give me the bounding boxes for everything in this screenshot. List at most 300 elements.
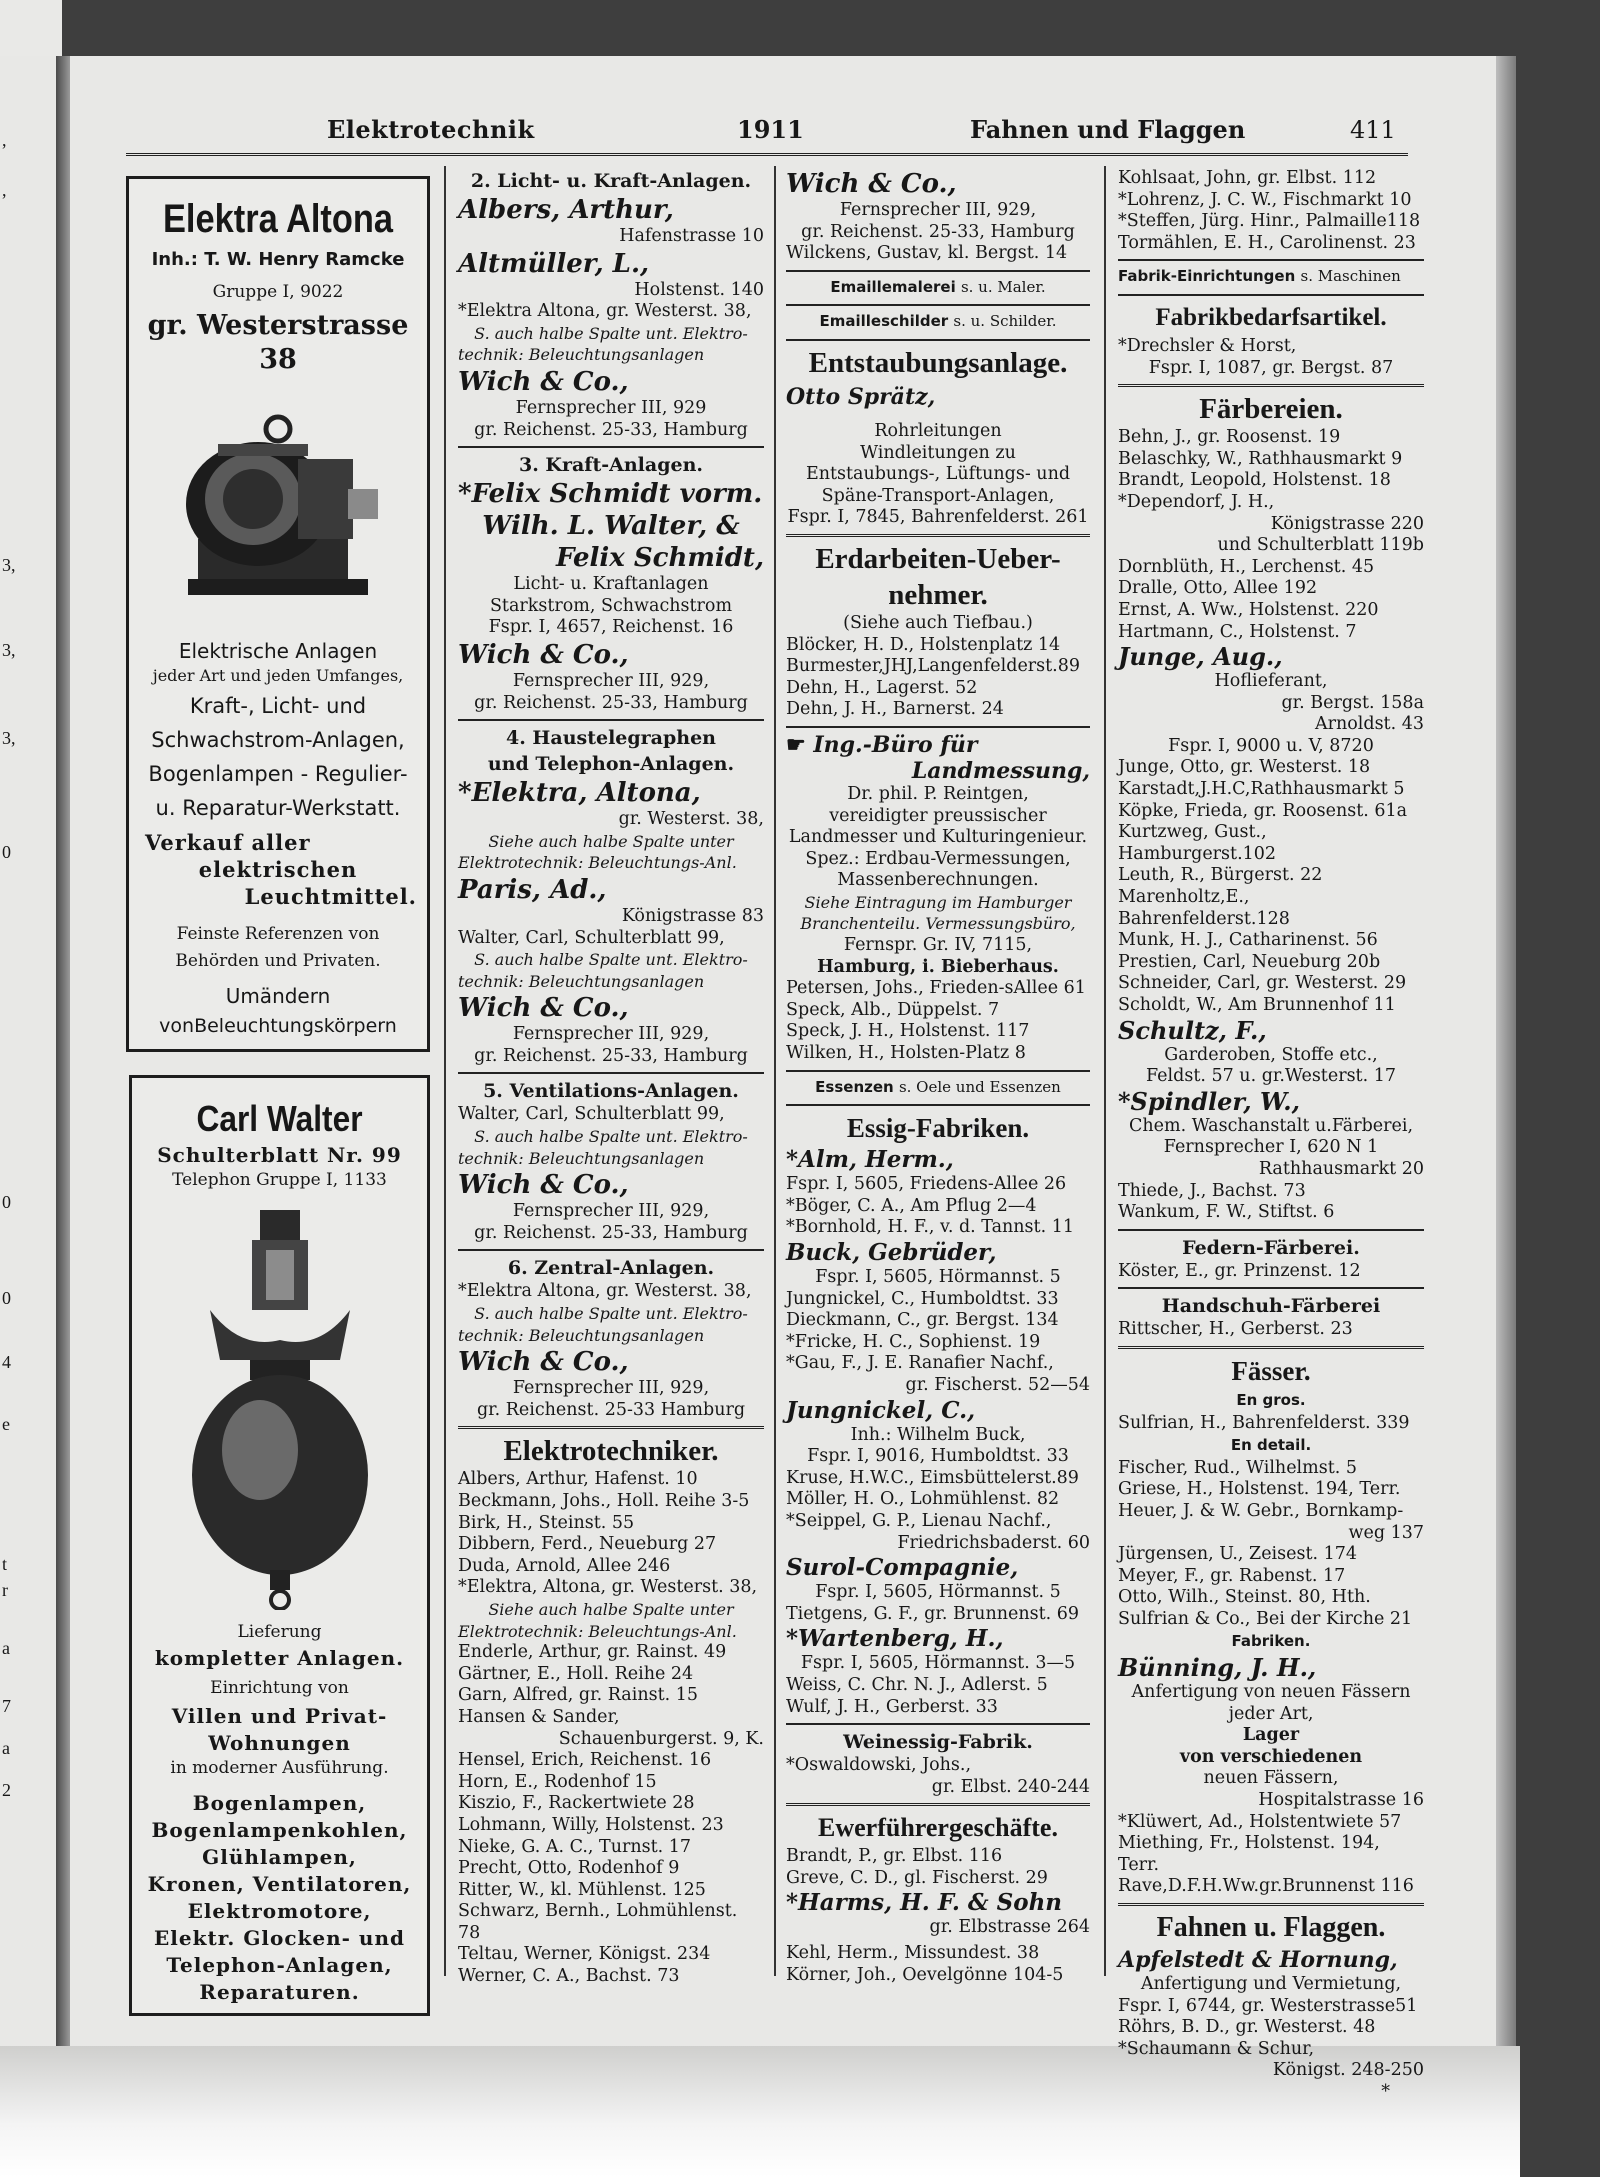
subheading: Fabriken. bbox=[1231, 1632, 1311, 1651]
entry-address: gr. Bergst. 158a bbox=[1281, 692, 1424, 713]
divider bbox=[1118, 294, 1424, 296]
cross-reference-term: Emaillemalerei bbox=[830, 277, 956, 296]
entry-line: Fspr. I, 5605, Friedens-Allee 26 bbox=[786, 1174, 1067, 1195]
entry-name: Wich & Co., bbox=[458, 1347, 629, 1378]
list-item: Speck, J. H., Holstenst. 117 bbox=[786, 1021, 1030, 1042]
list-item: Dieckmann, C., gr. Bergst. 134 bbox=[786, 1310, 1059, 1331]
divider bbox=[458, 719, 764, 721]
cross-reference bbox=[1118, 265, 1424, 289]
cross-reference-target: s. Maschinen bbox=[1300, 267, 1401, 286]
entry-address: gr. Fischerst. 52—54 bbox=[905, 1374, 1090, 1395]
cross-reference-target: s. u. Maler. bbox=[960, 277, 1046, 296]
list-item: Körner, Joh., Oevelgönne 104-5 bbox=[786, 1964, 1064, 1985]
list-item: Ritter, W., kl. Mühlenst. 125 bbox=[458, 1879, 706, 1900]
asterisk-mark: * bbox=[1381, 2081, 1390, 2102]
book-gutter bbox=[56, 56, 70, 2046]
list-item: Petersen, Johs., Frieden-sAllee 61 bbox=[786, 978, 1086, 999]
ad-line: Bogenlampenkohlen, bbox=[151, 1818, 408, 1842]
entry-name: Wich & Co., bbox=[458, 1170, 629, 1201]
list-item: Köster, E., gr. Prinzenst. 12 bbox=[1118, 1260, 1361, 1281]
entry-address: Holstenst. 140 bbox=[634, 279, 764, 300]
list-item: Dehn, J. H., Barnerst. 24 bbox=[786, 699, 1004, 720]
list-item: Otto, Wilh., Steinst. 80, Hth. bbox=[1118, 1587, 1371, 1608]
entry-line: Dr. phil. P. Reintgen, bbox=[847, 783, 1029, 804]
divider bbox=[786, 1723, 1090, 1725]
entry-note: Siehe auch halbe Spalte unter bbox=[488, 831, 734, 851]
ad-line: Bogenlampen, bbox=[192, 1791, 367, 1815]
divider bbox=[786, 304, 1090, 306]
category-heading: Entstaubungsanlage. bbox=[808, 346, 1068, 379]
category-heading: Handschuh-Färberei bbox=[1161, 1295, 1381, 1318]
entry-name: *Spindler, W., bbox=[1118, 1086, 1300, 1116]
list-item: Albers, Arthur, Hafenst. 10 bbox=[458, 1469, 698, 1490]
ad-line: vonBeleuchtungskörpern bbox=[159, 1015, 397, 1037]
margin-mark: 2 bbox=[2, 1780, 11, 1800]
column-1 bbox=[458, 168, 764, 1988]
entry-line: Entstaubungs-, Lüftungs- und bbox=[805, 464, 1071, 485]
ad-address: gr. Westerstrasse 38 bbox=[147, 310, 409, 375]
entry-line: Garderoben, Stoffe etc., bbox=[1164, 1044, 1378, 1065]
entry-address: Arnoldst. 43 bbox=[1314, 714, 1424, 735]
margin-mark: e bbox=[2, 1414, 10, 1434]
list-item: Hartmann, C., Holstenst. 7 bbox=[1118, 621, 1357, 642]
entry-address: Königstrasse 220 bbox=[1270, 513, 1424, 534]
divider bbox=[786, 726, 1090, 728]
ad-line: Verkauf aller bbox=[145, 830, 311, 855]
list-item: Kurtzweg, Gust., Hamburgerst.102 bbox=[1118, 822, 1277, 864]
ad-company-name: Elektra Altona bbox=[162, 197, 394, 241]
page-edge bbox=[1496, 56, 1516, 2046]
entry-name: *Alm, Herm., bbox=[786, 1146, 954, 1174]
divider bbox=[1118, 1903, 1424, 1906]
page-number: 411 bbox=[1350, 116, 1396, 144]
margin-mark: r bbox=[2, 1580, 8, 1600]
list-item: *Steffen, Jürg. Hinr., Palmaille118 bbox=[1118, 211, 1421, 232]
entry-name: *Wartenberg, H., bbox=[786, 1625, 1004, 1653]
list-item: *Fricke, H. C., Sophienst. 19 bbox=[786, 1331, 1041, 1352]
list-item: Belaschky, W., Rathhausmarkt 9 bbox=[1118, 448, 1403, 469]
entry-line: Licht- u. Kraftanlagen bbox=[513, 574, 709, 595]
ad-line: Feinste Referenzen von bbox=[176, 924, 380, 944]
list-item: Brandt, P., gr. Elbst. 116 bbox=[786, 1846, 1003, 1867]
entry-line: Landmesser und Kulturingenieur. bbox=[788, 827, 1088, 848]
margin-mark: 7 bbox=[2, 1696, 11, 1716]
section-heading: 6. Zentral-Anlagen. bbox=[507, 1257, 715, 1280]
list-item: *Dependorf, J. H., bbox=[1118, 491, 1275, 512]
list-item: Griese, H., Holstenst. 194, Terr. bbox=[1118, 1479, 1401, 1500]
entry-line: Fspr. I, 5605, Hörmannst. 5 bbox=[815, 1582, 1061, 1603]
entry-line: jeder Art, bbox=[1228, 1703, 1314, 1724]
entry-name: Apfelstedt & Hornung, bbox=[1118, 1947, 1398, 1973]
list-item: Gärtner, E., Holl. Reihe 24 bbox=[458, 1663, 694, 1684]
ad-line: Kraft-, Licht- und bbox=[189, 694, 367, 718]
entry-name: Paris, Ad., bbox=[458, 874, 607, 905]
margin-mark: 3, bbox=[2, 555, 16, 575]
section-heading: 3. Kraft-Anlagen. bbox=[518, 454, 703, 477]
entry-phone: Fernsprecher III, 929, bbox=[512, 1378, 710, 1399]
entry-phone: Fernsprecher III, 929, bbox=[512, 670, 710, 691]
entry-address: Friedrichsbaderst. 60 bbox=[897, 1532, 1090, 1553]
entry-address: gr. Westerst. 38, bbox=[618, 809, 764, 830]
category-heading: Erdarbeiten-Ueber- bbox=[815, 542, 1061, 575]
list-item: Jungnickel, C., Humboldtst. 33 bbox=[786, 1288, 1059, 1309]
entry-note: technik: Beleuchtungsanlagen bbox=[458, 1148, 705, 1168]
entry-note: Elektrotechnik: Beleuchtungs-Anl. bbox=[458, 853, 737, 873]
list-item: Munk, H. J., Catharinenst. 56 bbox=[1118, 930, 1378, 951]
list-item: Kruse, H.W.C., Eimsbüttelerst.89 bbox=[786, 1467, 1079, 1488]
entry-phone: Fernsprecher III, 929 bbox=[515, 397, 707, 418]
entry-address: Rathhausmarkt 20 bbox=[1258, 1158, 1424, 1179]
cross-reference bbox=[786, 276, 1090, 300]
entry: Walter, Carl, Schulterblatt 99, bbox=[458, 1104, 725, 1125]
entry-phone: Fernsprecher III, 929, bbox=[839, 200, 1037, 220]
list-item: Wankum, F. W., Stiftst. 6 bbox=[1118, 1202, 1335, 1223]
margin-mark: 3, bbox=[2, 640, 16, 660]
list-item: Marenholtz,E., Bahrenfelderst.128 bbox=[1118, 887, 1290, 929]
ad-line: jeder Art und jeden Umfanges, bbox=[152, 666, 404, 685]
list-item: Kohlsaat, John, gr. Elbst. 112 bbox=[1118, 168, 1377, 188]
list-item: Behn, J., gr. Roosenst. 19 bbox=[1118, 427, 1341, 448]
margin-mark: , bbox=[2, 130, 7, 150]
ad-line: u. Reparatur-Werkstatt. bbox=[155, 796, 401, 820]
entry-address: und Schulterblatt 119b bbox=[1217, 535, 1424, 556]
entry-note: technik: Beleuchtungsanlagen bbox=[458, 971, 705, 991]
entry-line: von verschiedenen bbox=[1179, 1746, 1363, 1767]
entry-name: Buck, Gebrüder, bbox=[786, 1239, 997, 1266]
divider bbox=[458, 1426, 764, 1429]
entry-address: gr. Elbst. 240-244 bbox=[931, 1776, 1090, 1797]
entry-name: Surol-Compagnie, bbox=[786, 1554, 1019, 1582]
list-item: Fischer, Rud., Wilhelmst. 5 bbox=[1118, 1457, 1358, 1478]
entry-line: Fspr. I, 5605, Hörmannst. 5 bbox=[815, 1267, 1061, 1287]
margin-mark: t bbox=[2, 1554, 8, 1574]
list-item: Tormählen, E. H., Carolinenst. 23 bbox=[1118, 232, 1416, 253]
entry-line: Lager bbox=[1242, 1725, 1300, 1746]
entry-line: Fspr. I, 4657, Reichenst. 16 bbox=[488, 617, 734, 638]
margin-mark: a bbox=[2, 1738, 10, 1758]
entry-address: Hamburg, i. Bieberhaus. bbox=[817, 956, 1059, 977]
ad-line: Lieferung bbox=[237, 1622, 322, 1642]
entry-name bbox=[786, 732, 1090, 758]
ad-elektra-altona bbox=[126, 176, 430, 1052]
entry-address: gr. Reichenst. 25-33, Hamburg bbox=[474, 1222, 748, 1243]
entry-line: Fspr. I, 1087, gr. Bergst. 87 bbox=[1148, 357, 1394, 378]
ad-line: Villen und Privat- bbox=[171, 1704, 388, 1728]
list-item: Dehn, H., Lagerst. 52 bbox=[786, 677, 978, 698]
entry-name: Wich & Co., bbox=[786, 169, 957, 199]
margin-mark: 0 bbox=[2, 1288, 11, 1308]
entry-note: (Siehe auch Tiefbau.) bbox=[843, 612, 1033, 633]
ad-line: Einrichtung von bbox=[210, 1678, 349, 1698]
divider bbox=[786, 534, 1090, 537]
list-item: *Böger, C. A., Am Pflug 2—4 bbox=[786, 1195, 1037, 1216]
ad-line: elektrischen bbox=[198, 857, 358, 882]
ad-line: kompletter Anlagen. bbox=[154, 1646, 405, 1670]
entry-note: S. auch halbe Spalte unt. Elektro- bbox=[474, 323, 748, 343]
divider bbox=[786, 1070, 1090, 1072]
entry-line: Anfertigung und Vermietung, bbox=[1140, 1974, 1402, 1994]
list-item: Burmester,JHJ,Langenfelderst.89 bbox=[786, 656, 1081, 677]
section-heading: und Telephon-Anlagen. bbox=[487, 753, 735, 776]
category-heading: Färbereien. bbox=[1199, 393, 1343, 426]
entry-line: Rohrleitungen bbox=[874, 420, 1002, 441]
entry-phone: Fernsprecher I, 620 N 1 bbox=[1163, 1137, 1379, 1158]
list-item: Lohmann, Willy, Holstenst. 23 bbox=[458, 1814, 724, 1835]
list-item: Nieke, G. A. C., Turnst. 17 bbox=[458, 1836, 692, 1857]
cross-reference-term: Emailleschilder bbox=[819, 312, 949, 331]
cross-reference bbox=[786, 1076, 1090, 1100]
list-item: Meyer, F., gr. Rabenst. 17 bbox=[1118, 1565, 1346, 1586]
category-heading: Ewerführergeschäfte. bbox=[818, 1813, 1058, 1843]
list-item: Karstadt,J.H.C,Rathhausmarkt 5 bbox=[1118, 779, 1405, 800]
list-item: Garn, Alfred, gr. Rainst. 15 bbox=[458, 1685, 698, 1706]
category-heading: Fässer. bbox=[1231, 1355, 1311, 1386]
ad-line: Umändern bbox=[225, 984, 331, 1008]
entry: *Oswaldowski, Johs., bbox=[786, 1755, 972, 1776]
list-item: Rave,D.F.H.Ww.gr.Brunnenst 116 bbox=[1118, 1876, 1414, 1897]
ad-line: Kronen, Ventilatoren, bbox=[147, 1872, 412, 1896]
entry-name: Wilh. L. Walter, & bbox=[482, 511, 740, 542]
category-heading: Fahnen u. Flaggen. bbox=[1156, 1912, 1386, 1943]
list-item: *Lohrenz, J. C. W., Fischmarkt 10 bbox=[1118, 189, 1412, 210]
list-item: Horn, E., Rodenhof 15 bbox=[458, 1771, 657, 1792]
list-item: Prestien, Carl, Neueburg 20b bbox=[1118, 951, 1381, 972]
ad-line: Behörden und Privaten. bbox=[175, 951, 381, 971]
list-item: Werner, C. A., Bachst. 73 bbox=[458, 1966, 680, 1987]
column-rule bbox=[444, 166, 446, 1976]
list-item: *Bornhold, H. F., v. d. Tannst. 11 bbox=[786, 1217, 1074, 1238]
entry-note: technik: Beleuchtungsanlagen bbox=[458, 345, 705, 365]
ad-line: in moderner Ausführung. bbox=[170, 1758, 389, 1778]
entry-phone: Fernsprecher III, 929, bbox=[512, 1201, 710, 1222]
list-item: Dralle, Otto, Allee 192 bbox=[1118, 578, 1318, 599]
list-item: Precht, Otto, Rodenhof 9 bbox=[458, 1858, 680, 1879]
entry-name: Wich & Co., bbox=[458, 993, 629, 1024]
ad-line: Elektr. Glocken- und bbox=[154, 1926, 405, 1950]
electric-motor-illustration bbox=[158, 389, 398, 619]
list-item: Enderle, Arthur, gr. Rainst. 49 bbox=[458, 1642, 727, 1663]
divider bbox=[1118, 1346, 1424, 1349]
ad-company-name: Carl Walter bbox=[196, 1098, 363, 1139]
entry-line: Fspr. I, 9016, Humboldtst. 33 bbox=[807, 1446, 1069, 1467]
entry-line: Inh.: Wilhelm Buck, bbox=[850, 1424, 1026, 1445]
list-item: *Gau, F., J. E. Ranafier Nachf., bbox=[786, 1353, 1054, 1374]
entry-line: Windleitungen zu bbox=[860, 442, 1016, 463]
entry-name: Junge, Aug., bbox=[1118, 642, 1283, 672]
entry-note: S. auch halbe Spalte unt. Elektro- bbox=[474, 950, 748, 970]
entry-line: neuen Fässern, bbox=[1203, 1768, 1339, 1789]
section-heading: 2. Licht- u. Kraft-Anlagen. bbox=[470, 170, 752, 192]
margin-mark: 3, bbox=[2, 728, 16, 748]
pointing-hand-icon: ☛ bbox=[786, 731, 814, 758]
divider bbox=[786, 339, 1090, 341]
list-item: Wilckens, Gustav, kl. Bergst. 14 bbox=[786, 243, 1068, 264]
ad-carl-walter bbox=[129, 1075, 430, 2016]
section-heading: 5. Ventilations-Anlagen. bbox=[483, 1080, 739, 1103]
ad-line: Elektromotore, bbox=[187, 1899, 372, 1923]
list-item: Rittscher, H., Gerberst. 23 bbox=[1118, 1319, 1353, 1340]
entry-name: Wich & Co., bbox=[458, 639, 629, 670]
divider bbox=[786, 1803, 1090, 1806]
entry-line: Feldst. 57 u. gr.Westerst. 17 bbox=[1146, 1066, 1396, 1087]
ad-address: Schulterblatt Nr. 99 bbox=[157, 1143, 402, 1167]
lamp-illustration bbox=[180, 1210, 380, 1610]
entry: *Elektra Altona, gr. Westerst. 38, bbox=[458, 1281, 752, 1302]
category-heading: Fabrikbedarfsartikel. bbox=[1155, 303, 1387, 331]
divider bbox=[458, 446, 764, 448]
running-head-right: Fahnen und Flaggen bbox=[970, 115, 1246, 144]
list-item: Leuth, R., Bürgerst. 22 bbox=[1118, 865, 1323, 886]
subheading: En gros. bbox=[1236, 1390, 1306, 1409]
list-item: Teltau, Werner, Königst. 234 bbox=[458, 1944, 711, 1965]
entry-name: *Felix Schmidt vorm. bbox=[458, 479, 763, 510]
list-item: Greve, C. D., gl. Fischerst. 29 bbox=[786, 1867, 1048, 1888]
list-item: Brandt, Leopold, Holstenst. 18 bbox=[1118, 470, 1391, 491]
entry-address: gr. Reichenst. 25-33, Hamburg bbox=[474, 419, 748, 440]
entry-line: Fspr. I, 5605, Hörmannst. 3—5 bbox=[800, 1653, 1076, 1674]
list-item: Heuer, J. & W. Gebr., Bornkamp- bbox=[1118, 1500, 1404, 1521]
cross-reference-target: s. u. Schilder. bbox=[953, 312, 1057, 331]
list-item: Beckmann, Johs., Holl. Reihe 3-5 bbox=[458, 1491, 750, 1511]
entry-address: Hafenstrasse 10 bbox=[619, 226, 764, 246]
entry-phone: Fernsprecher III, 929, bbox=[512, 1024, 710, 1045]
ad-line: Leuchtmittel. bbox=[244, 884, 417, 909]
running-head-left: Elektrotechnik bbox=[327, 115, 535, 144]
entry-address: gr. Reichenst. 25-33, Hamburg bbox=[474, 692, 748, 713]
entry-note: Elektrotechnik: Beleuchtungs-Anl. bbox=[458, 1621, 737, 1641]
entry-address: Königstrasse 83 bbox=[621, 905, 764, 926]
margin-mark: 0 bbox=[2, 1192, 11, 1212]
entry-note: Siehe Eintragung im Hamburger bbox=[804, 892, 1072, 912]
list-item: Blöcker, H. D., Holstenplatz 14 bbox=[786, 634, 1061, 655]
category-heading: Federn-Färberei. bbox=[1182, 1236, 1360, 1259]
entry-name: Wich & Co., bbox=[458, 366, 629, 397]
column-2 bbox=[786, 168, 1090, 1986]
ad-owner: Inh.: T. W. Henry Ramcke bbox=[151, 249, 405, 270]
category-heading: nehmer. bbox=[888, 578, 988, 611]
entry-line: vereidigter preussischer bbox=[829, 805, 1047, 826]
divider bbox=[1118, 1287, 1424, 1289]
divider bbox=[786, 1104, 1090, 1106]
margin-mark: , bbox=[2, 180, 7, 200]
ad-line: Wohnungen bbox=[208, 1731, 351, 1755]
entry-address: weg 137 bbox=[1348, 1522, 1424, 1543]
entry-note: technik: Beleuchtungsanlagen bbox=[458, 1325, 705, 1345]
list-item: Duda, Arnold, Allee 246 bbox=[458, 1555, 671, 1576]
list-item: Röhrs, B. D., gr. Westerst. 48 bbox=[1118, 2017, 1376, 2038]
ad-line: Schwachstrom-Anlagen, bbox=[151, 728, 405, 752]
entry-line: Fspr. I, 7845, Bahrenfelderst. 261 bbox=[787, 507, 1089, 528]
entry-phone: Fspr. I, 9000 u. V, 8720 bbox=[1168, 735, 1374, 756]
entry-name: Altmüller, L., bbox=[458, 248, 650, 279]
entry-line: Fspr. I, 6744, gr. Westerstrasse51 bbox=[1118, 1995, 1418, 2016]
category-heading: Essig-Fabriken. bbox=[846, 1113, 1030, 1144]
entry-name: Bünning, J. H., bbox=[1118, 1653, 1317, 1683]
divider bbox=[1118, 259, 1424, 261]
entry-line: Massenberechnungen. bbox=[837, 870, 1039, 891]
entry-name: Otto Sprätz, bbox=[786, 383, 936, 410]
entry-note: Siehe auch halbe Spalte unter bbox=[488, 1599, 734, 1619]
cross-reference-target: s. Oele und Essenzen bbox=[898, 1077, 1061, 1096]
list-item: Kiszio, F., Rackertwiete 28 bbox=[458, 1793, 695, 1814]
list-item: Schwarz, Bernh., Lohmühlenst. 78 bbox=[458, 1901, 738, 1943]
list-item: *Elektra, Altona, gr. Westerst. 38, bbox=[458, 1577, 758, 1598]
entry-name: Felix Schmidt, bbox=[555, 543, 764, 574]
list-item: Weiss, C. Chr. N. J., Adlerst. 5 bbox=[786, 1674, 1048, 1695]
column-rule bbox=[1104, 166, 1106, 1976]
margin-mark: 4 bbox=[2, 1352, 11, 1372]
list-item: Schneider, Carl, gr. Westerst. 29 bbox=[1118, 973, 1407, 994]
entry-name: *Harms, H. F. & Sohn bbox=[786, 1889, 1063, 1917]
list-item: Hensel, Erich, Reichenst. 16 bbox=[458, 1750, 712, 1771]
list-item: Wilken, H., Holsten-Platz 8 bbox=[786, 1043, 1026, 1064]
list-item: Thiede, J., Bachst. 73 bbox=[1118, 1180, 1306, 1201]
margin-mark: a bbox=[2, 1638, 10, 1658]
list-item: Jürgensen, U., Zeisest. 174 bbox=[1118, 1544, 1358, 1565]
list-item: Scholdt, W., Am Brunnenhof 11 bbox=[1118, 995, 1396, 1015]
list-item: Junge, Otto, gr. Westerst. 18 bbox=[1118, 757, 1371, 778]
entry-name-text: Ing.-Büro für bbox=[813, 731, 978, 758]
ad-phone: Telephon Gruppe I, 1133 bbox=[172, 1170, 387, 1190]
margin-mark: 0 bbox=[2, 842, 11, 862]
entry-line: Spez.: Erdbau-Vermessungen, bbox=[805, 848, 1071, 869]
list-item: Sulfrian & Co., Bei der Kirche 21 bbox=[1118, 1608, 1413, 1629]
entry-name: Albers, Arthur, bbox=[458, 195, 674, 225]
list-item: *Schaumann & Schur, bbox=[1118, 2038, 1315, 2059]
entry-address: Königst. 248-250 bbox=[1272, 2060, 1424, 2081]
entry-name: Schultz, F., bbox=[1118, 1015, 1267, 1045]
list-item: Birk, H., Steinst. 55 bbox=[458, 1512, 635, 1533]
list-item: Wulf, J. H., Gerberst. 33 bbox=[786, 1696, 998, 1717]
entry-address: Hospitalstrasse 16 bbox=[1258, 1790, 1424, 1811]
divider bbox=[458, 1072, 764, 1074]
header-rule bbox=[126, 153, 1408, 156]
list-item: Möller, H. O., Lohmühlenst. 82 bbox=[786, 1489, 1060, 1510]
list-item: *Seippel, G. P., Lienau Nachf., bbox=[786, 1510, 1052, 1531]
ad-line: Glühlampen, bbox=[202, 1845, 357, 1869]
list-item: Dornblüth, H., Lerchenst. 45 bbox=[1118, 556, 1375, 577]
entry-name: *Elektra, Altona, bbox=[458, 778, 701, 809]
entry-address: gr. Reichenst. 25-33, Hamburg bbox=[801, 221, 1075, 242]
list-item: Dibbern, Ferd., Neueburg 27 bbox=[458, 1534, 717, 1555]
entry-line: Starkstrom, Schwachstrom bbox=[489, 595, 733, 616]
ad-line: Bogenlampen - Regulier- bbox=[148, 762, 408, 786]
cross-reference bbox=[786, 310, 1090, 334]
list-item: Hansen & Sander, bbox=[458, 1706, 620, 1727]
ad-line: Telephon-Anlagen, bbox=[166, 1953, 393, 1977]
divider bbox=[786, 270, 1090, 272]
ad-line: Elektrische Anlagen bbox=[178, 639, 378, 663]
section-heading: 4. Haustelegraphen bbox=[505, 727, 716, 750]
running-head-year: 1911 bbox=[737, 115, 804, 144]
entry-address: gr. Reichenst. 25-33 Hamburg bbox=[476, 1399, 746, 1420]
divider bbox=[1118, 384, 1424, 387]
category-heading: Elektrotechniker. bbox=[503, 1435, 719, 1468]
entry-name: Landmessung, bbox=[911, 757, 1090, 784]
entry: Walter, Carl, Schulterblatt 99, bbox=[458, 927, 725, 948]
ad-phone: Gruppe I, 9022 bbox=[212, 282, 344, 302]
entry-line: Späne-Transport-Anlagen, bbox=[821, 485, 1055, 506]
divider bbox=[1118, 1229, 1424, 1231]
list-item: Miething, Fr., Holstenst. 194, Terr. bbox=[1118, 1833, 1380, 1875]
cross-reference-term: Fabrik-Einrichtungen bbox=[1118, 267, 1296, 286]
entry-note: S. auch halbe Spalte unt. Elektro- bbox=[474, 1127, 748, 1147]
entry-note: Branchenteilu. Vermessungsbüro, bbox=[800, 914, 1076, 934]
entry-address: gr. Elbstrasse 264 bbox=[929, 1917, 1090, 1938]
category-heading: Weinessig-Fabrik. bbox=[843, 1731, 1033, 1754]
list-item: Tietgens, G. F., gr. Brunnenst. 69 bbox=[786, 1603, 1080, 1624]
list-item: Sulfrian, H., Bahrenfelderst. 339 bbox=[1118, 1412, 1410, 1433]
